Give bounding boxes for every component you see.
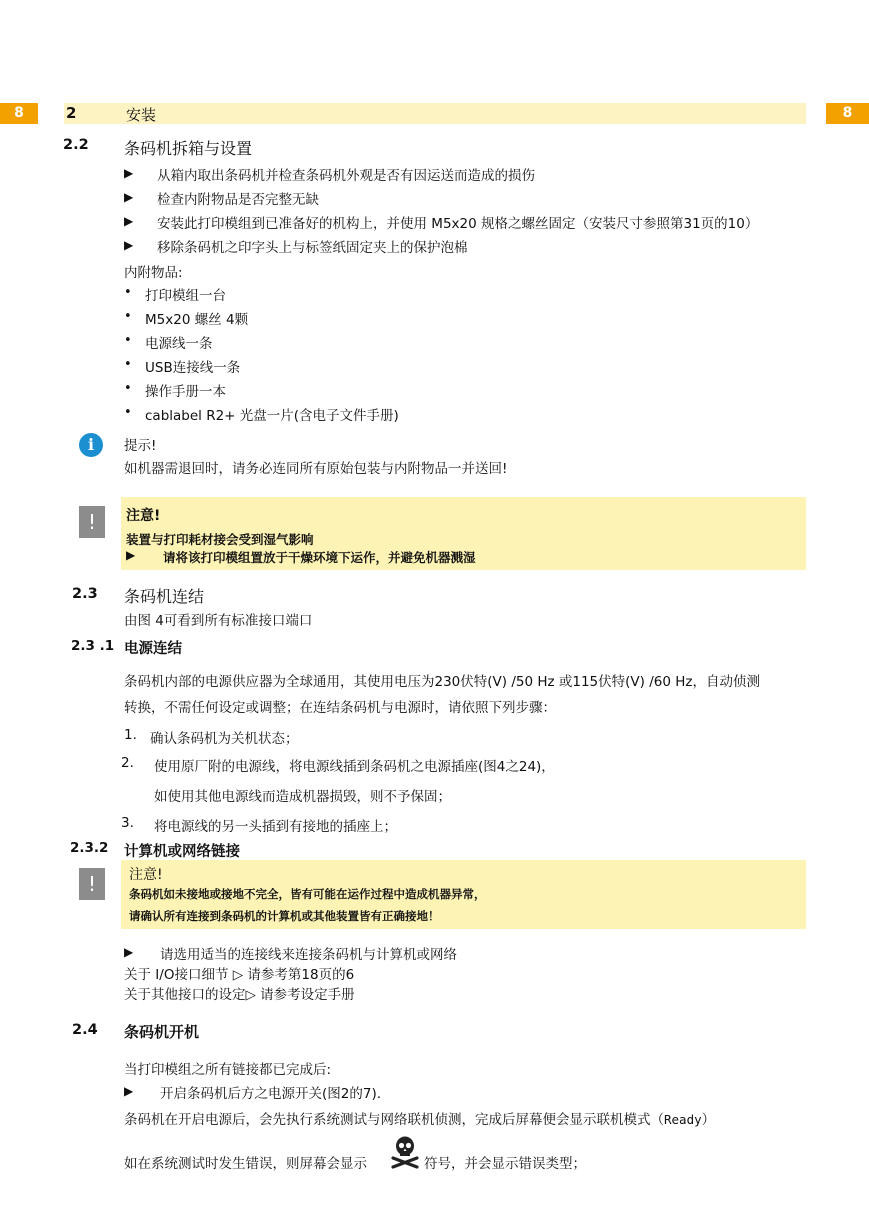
list-item: USB连接线一条	[145, 360, 241, 376]
chapter-header	[64, 103, 806, 124]
warning-line: 请确认所有连接到条码机的计算机或其他装置皆有正确接地！	[129, 909, 440, 923]
step-item: 移除条码机之印字头上与标签纸固定夹上的保护泡棉	[157, 240, 468, 256]
warning-line: 装置与打印耗材接会受到湿气影响	[126, 532, 314, 547]
warning-line: 条码机如未接地或接地不完全，皆有可能在运作过程中造成机器异常，	[129, 887, 486, 901]
step-item: 将电源线的另一头插到有接地的插座上；	[154, 819, 397, 835]
warning-title: 注意!	[129, 867, 163, 883]
step-item: 确认条码机为关机状态；	[150, 731, 299, 747]
info-icon: i	[79, 433, 103, 457]
power-on-step: 开启条码机后方之电源开关(图2的7).	[160, 1086, 382, 1102]
paragraph: 条码机内部的电源供应器为全球通用，其使用电压为230伏特(V) /50 Hz 或115伏特(V) /60 Hz，自动侦测	[124, 674, 760, 690]
step-item: 检查内附物品是否完整无缺	[157, 192, 319, 208]
list-item: 电源线一条	[145, 336, 213, 352]
section-number-2-2: 2.2	[63, 137, 89, 153]
page-number-right: 8	[826, 103, 869, 124]
bullet-icon: •	[124, 285, 132, 300]
paragraph: 转换，不需任何设定或调整；在连结条码机与电源时，请依照下列步骤：	[124, 700, 556, 716]
paragraph-ready	[124, 1108, 715, 1128]
bullet-icon: •	[124, 381, 132, 396]
arrow-icon: ▶	[126, 548, 136, 562]
chapter-title: 安装	[126, 106, 157, 124]
bullet-icon: •	[124, 309, 132, 324]
step-number: 2.	[121, 755, 134, 771]
paragraph-text: 条码机在开启电源后，会先执行系统测试与网络联机侦测，完成后屏幕便会显示联机模式（	[124, 1112, 664, 1128]
section-title-2-2: 条码机拆箱与设置	[124, 139, 253, 158]
chapter-number: 2	[66, 104, 77, 122]
skull-crossbones-icon	[390, 1135, 420, 1169]
list-item: M5x20 螺丝 4颗	[145, 312, 249, 328]
subsection-number-2-3-1: 2.3 .1	[71, 638, 115, 654]
bullet-icon: •	[124, 357, 132, 372]
ready-mode-text: Ready	[664, 1112, 702, 1127]
paragraph-text: 符号，并会显示错误类型；	[424, 1156, 586, 1172]
step-item-continued: 如使用其他电源线而造成机器损毁，则不予保固；	[154, 789, 451, 805]
arrow-icon: ▶	[124, 214, 134, 228]
connection-step: 请选用适当的连接线来连接条码机与计算机或网络	[160, 947, 457, 963]
warning-box	[121, 497, 806, 570]
paragraph-text: 如在系统测试时发生错误，则屏幕会显示	[124, 1156, 367, 1172]
section-title-2-4: 条码机开机	[124, 1023, 200, 1041]
warning-icon: !	[79, 868, 105, 900]
section-title-2-3: 条码机连结	[124, 587, 205, 606]
section-number-2-4: 2.4	[72, 1022, 98, 1038]
contents-label: 内附物品:	[124, 265, 183, 281]
arrow-icon: ▶	[124, 190, 134, 204]
bullet-icon: •	[124, 333, 132, 348]
subsection-number-2-3-2: 2.3.2	[70, 840, 109, 856]
warning-box	[121, 860, 806, 929]
arrow-icon: ▶	[124, 945, 134, 959]
step-number: 3.	[121, 815, 134, 831]
subsection-title-2-3-2: 计算机或网络链接	[124, 844, 240, 860]
list-item: 操作手册一本	[145, 384, 226, 400]
list-item: cablabel R2+ 光盘一片(含电子文件手册)	[145, 408, 399, 424]
warning-line: 请将该打印模组置放于干燥环境下运作，并避免机器溅湿	[163, 550, 476, 565]
step-item: 从箱内取出条码机并检查条码机外观是否有因运送而造成的损伤	[157, 168, 535, 184]
warning-title: 注意!	[126, 508, 161, 524]
section-intro: 由图 4可看到所有标准接口端口	[124, 613, 313, 629]
section-number-2-3: 2.3	[72, 586, 98, 602]
section-intro: 当打印模组之所有链接都已完成后:	[124, 1062, 332, 1078]
subsection-title-2-3-1: 电源连结	[124, 641, 182, 657]
other-reference: 关于其他接口的设定▷ 请参考设定手册	[124, 987, 355, 1003]
step-item: 安装此打印模组到已准备好的机构上，并使用 M5x20 规格之螺丝固定（安装尺寸参照第31页的10）	[157, 216, 759, 232]
arrow-icon: ▶	[124, 1084, 134, 1098]
note-title: 提示!	[124, 438, 157, 454]
list-item: 打印模组一台	[145, 288, 226, 304]
arrow-icon: ▶	[124, 238, 134, 252]
step-number: 1.	[124, 727, 137, 743]
paragraph-error	[124, 1152, 367, 1172]
note-text: 如机器需退回时，请务必连同所有原始包装与内附物品一并送回!	[124, 461, 508, 477]
warning-icon: !	[79, 506, 105, 538]
page-number-left: 8	[0, 103, 38, 124]
io-reference: 关于 I/O接口细节 ▷ 请参考第18页的6	[124, 967, 355, 983]
step-item: 使用原厂附的电源线，将电源线插到条码机之电源插座(图4之24)，	[154, 759, 555, 775]
bullet-icon: •	[124, 405, 132, 420]
paragraph-text: ）	[701, 1112, 716, 1128]
arrow-icon: ▶	[124, 166, 134, 180]
